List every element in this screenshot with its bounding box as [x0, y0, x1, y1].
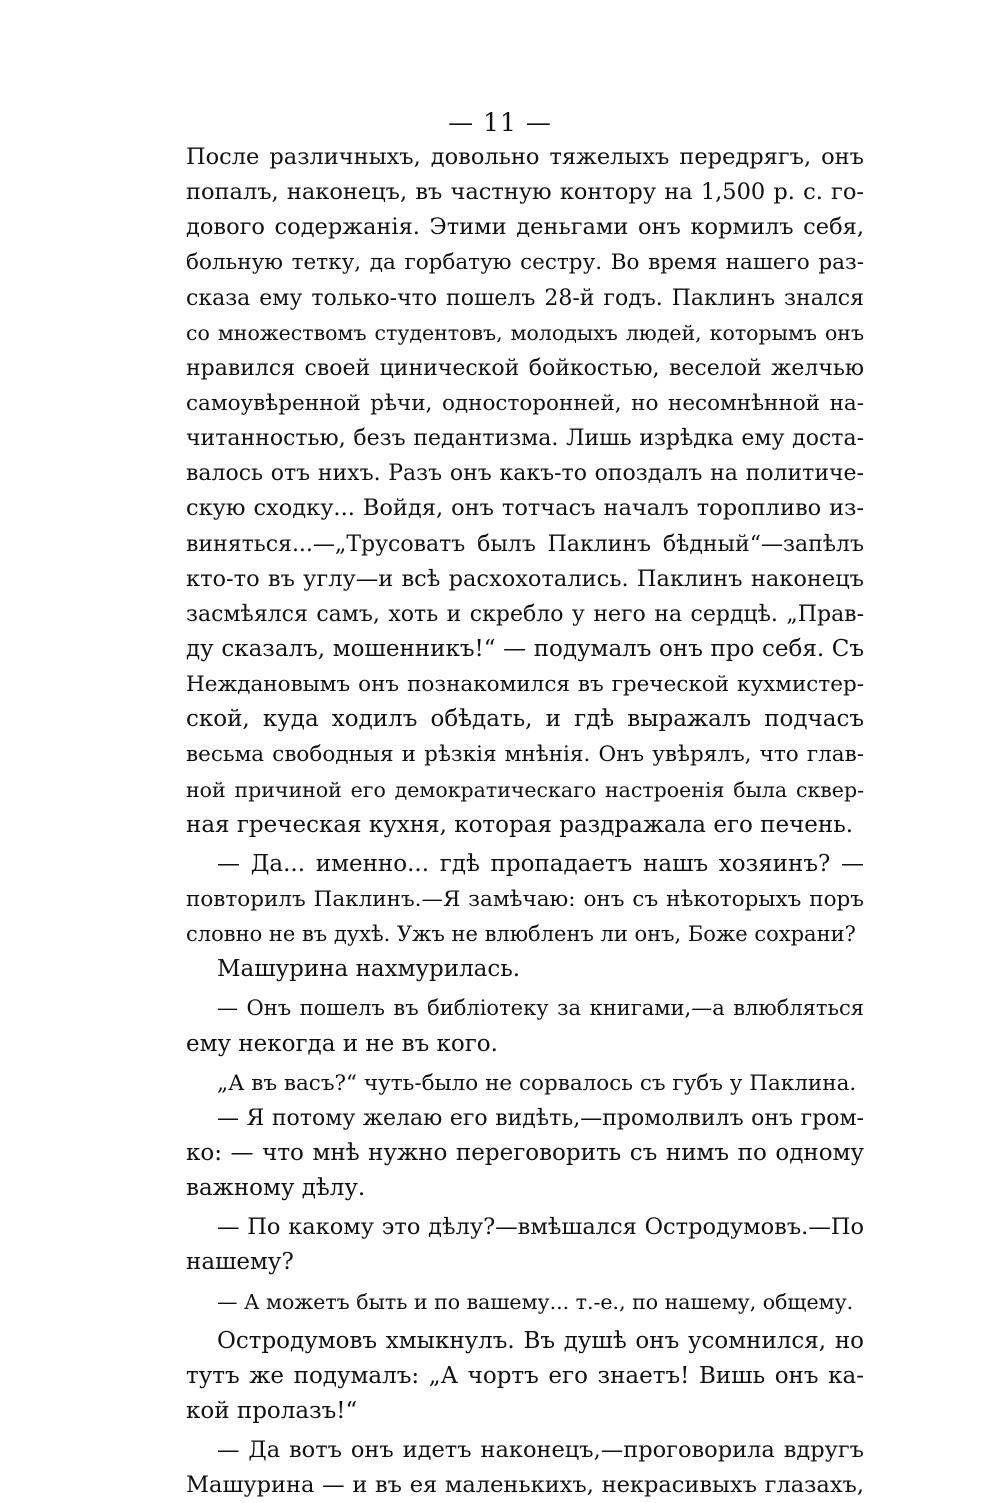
text-line: После различныхъ, довольно тяжелыхъ передрягъ, онъ: [186, 144, 864, 170]
text-line: — Я потому желаю его видѣть,—промолвилъ онъ гром-: [217, 1105, 864, 1131]
text-line: — Да... именно... гдѣ пропадаетъ нашъ хозяинъ? —: [217, 850, 864, 877]
text-line: читанностью, безъ педантизма. Лишь изрѣдка ему доста-: [186, 426, 864, 452]
page-number: — 11 —: [448, 108, 552, 137]
text-line: ная греческая кухня, которая раздражала его печень.: [186, 811, 854, 838]
text-line: ной причиной его демократическаго настроенія была сквер-: [186, 777, 864, 802]
text-line: ему некогда и не въ кого.: [186, 1030, 498, 1057]
text-line: — Онъ пошелъ въ библіотеку за книгами,—а влюбляться: [217, 996, 864, 1021]
text-line: „А въ васъ?“ чуть-было не сорвалось съ губъ у Паклина.: [217, 1070, 857, 1096]
text-line: кой пролазъ!“: [186, 1397, 358, 1424]
text-line: самоувѣренной рѣчи, односторонней, но несомнѣнной на-: [186, 390, 864, 416]
text-line: кто-то въ углу—и всѣ расхохотались. Паклинъ наконецъ: [186, 565, 864, 592]
text-line: Машурина нахмурилась.: [217, 956, 521, 983]
text-line: важному дѣлу.: [186, 1175, 366, 1202]
text-line: скую сходку... Войдя, онъ тотчасъ началъ торопливо из-: [186, 495, 864, 522]
text-line: попалъ, наконецъ, въ частную контору на 1,500 р. с. го-: [186, 179, 864, 206]
text-line: нашему?: [186, 1249, 294, 1276]
text-line: — По какому это дѣлу?—вмѣшался Остродумовъ.—По: [217, 1214, 864, 1241]
text-line: со множествомъ студентовъ, молодыхъ людей, которымъ онъ: [186, 320, 864, 345]
text-line: валось отъ нихъ. Разъ онъ какъ-то опоздалъ на политиче-: [186, 461, 864, 487]
text-line: повторилъ Паклинъ.—Я замѣчаю: онъ съ нѣкоторыхъ поръ: [186, 886, 864, 912]
text-line: виняться...—„Трусоватъ былъ Паклинъ бѣдный“—запѣлъ: [186, 531, 864, 557]
text-line: Остродумовъ хмыкнулъ. Въ душѣ онъ усомнился, но: [217, 1327, 864, 1354]
text-line: нравился своей цинической бойкостью, веселой желчью: [186, 355, 864, 381]
text-line: засмѣялся самъ, хоть и скребло у него на сердцѣ. „Прав-: [186, 601, 864, 627]
text-line: — Да вотъ онъ идетъ наконецъ,—проговорила вдругъ: [217, 1437, 864, 1464]
text-line: больную тетку, да горбатую сестру. Во время нашего раз-: [186, 250, 864, 276]
text-line: ко: — что мнѣ нужно переговорить съ нимъ по одному: [186, 1139, 864, 1166]
text-line: — А можетъ быть и по вашему... т.-е., по нашему, общему.: [217, 1289, 854, 1314]
text-line: Неждановымъ онъ познакомился въ греческой кухмистер-: [186, 672, 864, 698]
text-line: ду сказалъ, мошенникъ!“ — подумалъ онъ про себя. Съ: [186, 635, 864, 662]
text-line: сказа ему только-что пошелъ 28-й годъ. Паклинъ знался: [186, 285, 864, 311]
text-line: словно не въ духѣ. Ужъ не влюбленъ ли онъ, Боже сохрани?: [186, 922, 856, 947]
text-line: Машурина — и въ ея маленькихъ, некрасивыхъ глазахъ,: [186, 1472, 864, 1499]
text-line: тутъ же подумалъ: „А чортъ его знаетъ! Вишь онъ ка-: [186, 1362, 864, 1389]
body-text: [186, 140, 864, 1503]
text-line: дового содержанія. Этими деньгами онъ кормилъ себя,: [186, 214, 864, 241]
text-line: весьма свободныя и рѣзкія мнѣнія. Онъ увѣрялъ, что глав-: [186, 742, 864, 768]
text-line: ской, куда ходилъ обѣдать, и гдѣ выражалъ подчасъ: [186, 706, 864, 733]
